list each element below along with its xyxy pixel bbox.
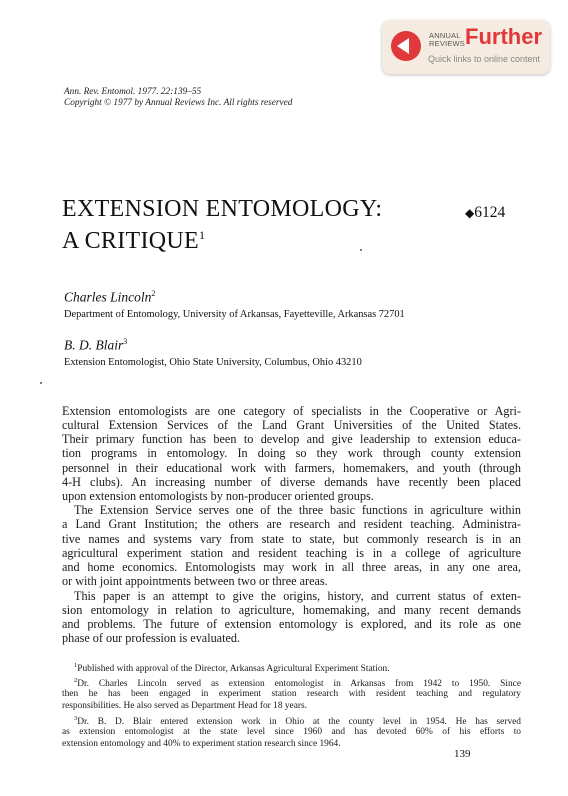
body-line: tive names and systems vary from state to state, but commonly research is in an [62,532,521,546]
body-line: tion programs in entomology. In doing so they work through county extension [62,446,521,460]
body-line: Their primary function has been to develop and give leadership to extension educa- [62,432,521,446]
footnote-line: extension entomology and 40% to experiment station research since 1964. [62,739,341,749]
footnote: $^3$Dr. B. D. Blair entered extension work in Ohio at the county level in 1954. He has served [74,715,521,728]
play-arrow-icon [391,31,421,61]
article-title-line-2: A CRITIQUE$^1$ [62,228,206,254]
body-line: phase of our profession is evaluated. [62,631,241,645]
annual-reviews-label: ANNUAL REVIEWS [429,31,465,48]
footnote-line: as extension entomologist at the state level since 1960 and has devoted 60% of his efforts to [62,727,521,737]
further-label: Further [465,24,542,49]
page-number: 139 [454,748,471,760]
body-line: This paper is an attempt to give the origins, history, and current status of exten- [74,589,521,603]
footnote: $^2$Dr. Charles Lincoln served as extension entomologist in Arkansas from 1942 to 1950. Since [74,677,521,690]
body-line: personnel in their educational work with farmers, homemakers, and youth (through [62,461,521,475]
journal-citation: Ann. Rev. Entomol. 1977. 22:139–55 [64,87,202,97]
quick-links-label: Quick links to online content [428,54,541,64]
body-line: Extension entomologists are one category of specialists in the Cooperative or Agri- [62,404,521,418]
body-line: and home economics. Entomologists may work in all three areas, in any one area, [62,560,521,574]
author-name: B. D. Blair$^3$ [64,337,128,353]
diamond-icon: ◆ [465,206,475,220]
annual-reviews-further-link[interactable] [382,20,550,74]
scan-speck [360,249,362,251]
author-affiliation: Extension Entomologist, Ohio State University, Columbus, Ohio 43210 [64,357,362,368]
article-code: ◆6124 [465,204,506,221]
body-line: a Land Grant Institution; the others are research and resident teaching. Administra- [62,517,521,531]
body-line: agricultural experiment station and resident teaching is in a college of agriculture [62,546,521,560]
author-name: Charles Lincoln$^2$ [64,289,156,305]
scan-speck [40,382,42,384]
author-affiliation: Department of Entomology, University of Arkansas, Fayetteville, Arkansas 72701 [64,309,405,320]
body-line: sion entomology in relation to agriculture, homemaking, and many recent demands [62,603,521,617]
footnote: $^1$Published with approval of the Director, Arkansas Agricultural Experiment Station. [74,662,390,675]
body-line: The Extension Service serves one of the three basic functions in agriculture within [74,503,521,517]
body-line: and problems. The future of extension entomology is explored, and its role as one [62,617,521,631]
body-line: or with joint appointments between two or three areas. [62,574,328,588]
footnote-line: then he has been engaged in experiment station research with resident teaching and regulatory [62,689,521,699]
body-line: 4-H clubs). An increasing number of diverse demands have recently been placed [62,475,521,489]
article-title-line-1: EXTENSION ENTOMOLOGY: [62,196,383,222]
body-line: upon extension entomologists by non-producer oriented groups. [62,489,374,503]
footnote-line: responsibilities. He also served as Department Head for 18 years. [62,701,307,711]
copyright-notice: Copyright © 1977 by Annual Reviews Inc. All rights reserved [64,98,293,108]
body-line: cultural Extension Services of the Land Grant Universities of the United States. [62,418,521,432]
title-footnote-mark: 1 [199,228,206,242]
